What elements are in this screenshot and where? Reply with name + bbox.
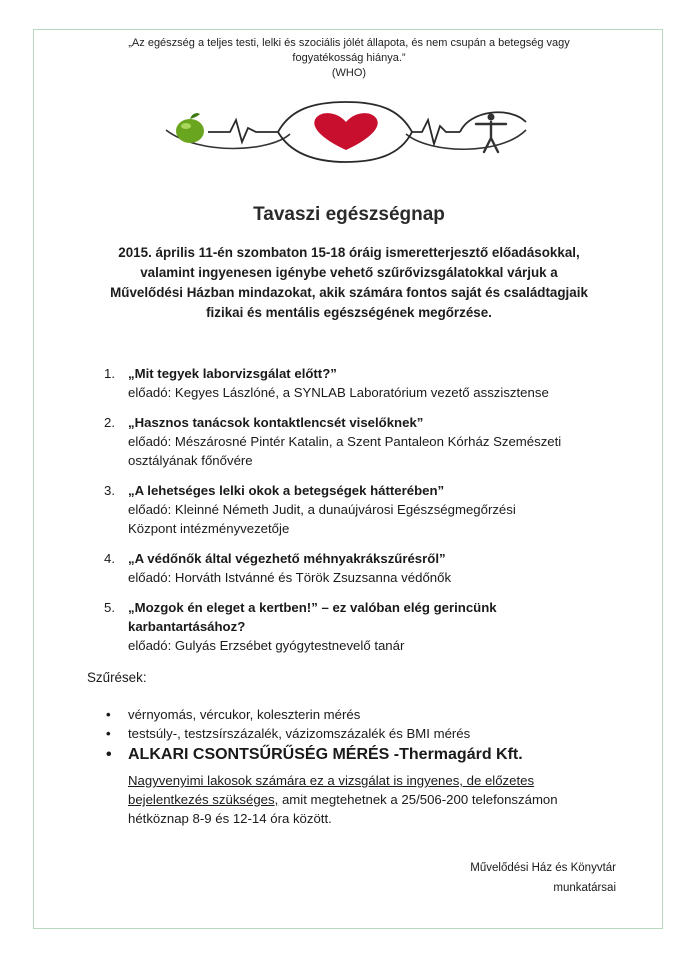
lecture-speaker: előadó: Gulyás Erzsébet gyógytestnevelő tanár — [128, 638, 405, 653]
quote-line: fogyatékosság hiánya.” — [292, 52, 406, 64]
intro-line: fizikai és mentális egészségének megőrzése. — [206, 305, 492, 320]
lecture-speaker: előadó: Mészárosné Pintér Katalin, a Szent Pantaleon Kórház Szemészeti — [128, 434, 562, 449]
quote-line: „Az egészség a teljes testi, lelki és szociális jólét állapota, és nem csupán a betegség vagy — [128, 37, 570, 49]
lecture-speaker: osztályának főnővére — [128, 453, 253, 468]
lecture-title: „Mit tegyek laborvizsgálat előtt?” — [128, 366, 337, 381]
intro-line: Művelődési Házban mindazokat, akik számára fontos saját és családtagjaik — [110, 285, 588, 300]
lecture-number: 1. — [104, 366, 115, 381]
screening-item-highlight — [104, 744, 634, 766]
screening-text: ALKARI CSONTSŰRŰSÉG MÉRÉS -Thermagárd Kft. — [128, 746, 523, 763]
bullet-icon: • — [106, 726, 111, 741]
bullet-icon: • — [106, 746, 112, 763]
lecture-item — [104, 413, 624, 470]
intro-line: 2015. április 11-én szombaton 15-18 óráig ismeretterjesztő előadásokkal, — [118, 245, 580, 260]
lecture-item — [104, 598, 624, 655]
lecture-speaker: előadó: Horváth Istvánné és Török Zsuzsanna védőnők — [128, 570, 452, 585]
lecture-speaker: előadó: Kleinné Németh Judit, a dunaújvárosi Egészségmegőrzési — [128, 502, 516, 517]
lecture-title: „Mozgok én eleget a kertben!” – ez valóban elég gerincünk — [128, 600, 497, 615]
lecture-speaker: előadó: Kegyes Lászlóné, a SYNLAB Laboratórium vezető asszisztense — [128, 385, 549, 400]
screenings-label: Szűrések: — [87, 670, 147, 685]
screening-text: vérnyomás, vércukor, koleszterin mérés — [128, 707, 361, 722]
screening-item — [104, 705, 634, 724]
quote-source: (WHO) — [331, 67, 367, 79]
registration-note — [128, 771, 648, 828]
lecture-number: 2. — [104, 415, 115, 430]
bullet-icon: • — [106, 707, 111, 722]
lecture-title: karbantartásához? — [128, 619, 246, 634]
note-underlined: bejelentkezés szükséges, — [128, 792, 279, 807]
screening-item — [104, 724, 634, 743]
page-title: Tavaszi egészségnap — [253, 204, 445, 225]
lecture-number: 3. — [104, 483, 115, 498]
screening-list — [104, 705, 634, 766]
note-underlined: Nagyvenyimi lakosok számára ez a vizsgálat is ingyenes, de előzetes — [128, 773, 535, 788]
lecture-number: 4. — [104, 551, 115, 566]
note-text: amit megtehetnek a 25/506-200 telefonszámon — [278, 792, 558, 807]
signature-line: munkatársai — [553, 882, 616, 894]
heart-icon — [314, 113, 377, 150]
signature-line: Művelődési Ház és Könyvtár — [470, 862, 616, 874]
lecture-item — [104, 364, 624, 402]
who-quote — [90, 36, 608, 81]
health-logo — [160, 100, 532, 164]
note-text: hétköznap 8-9 és 12-14 óra között. — [128, 811, 332, 826]
lecture-title: „A lehetséges lelki okok a betegségek hátterében” — [128, 483, 445, 498]
lecture-item — [104, 549, 624, 587]
lecture-title: „Hasznos tanácsok kontaktlencsét viselőknek” — [128, 415, 424, 430]
screening-text: testsúly-, testzsírszázalék, vázizomszázalék és BMI mérés — [128, 726, 471, 741]
lecture-number: 5. — [104, 600, 115, 615]
lecture-item — [104, 481, 624, 538]
lecture-title: „A védőnők által végezhető méhnyakrákszűrésről” — [128, 551, 446, 566]
intro-paragraph — [90, 243, 608, 323]
apple-icon — [176, 113, 204, 143]
lecture-speaker: Központ intézményvezetője — [128, 521, 290, 536]
signature — [400, 858, 616, 898]
intro-line: valamint ingyenesen igénybe vehető szűrővizsgálatokkal várjuk a — [140, 265, 558, 280]
lecture-list — [104, 364, 624, 666]
